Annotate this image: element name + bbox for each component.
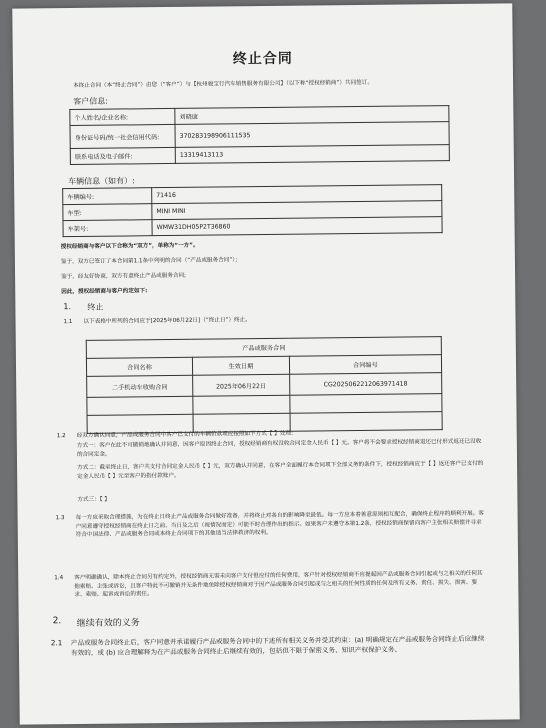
document-title: 终止合同 xyxy=(232,50,293,68)
intro-text: 本终止合同（本“终止合同”）由您（“客户”）与【杭州骏宝行汽车销售服务有限公司】（以下称“授权经销商”）共同签订。 xyxy=(73,79,373,90)
section-2-number: 2. xyxy=(52,616,62,627)
contract-header-number: 合同编号 xyxy=(289,355,441,375)
section-1-title: 终止 xyxy=(87,302,104,312)
clause-1-2-way-3: 方式三：【 】 xyxy=(77,496,110,503)
clause-1-2-way-2: 方式二：截至终止日，客户共支付合同定金人民币【 】元，双方确认并同意，在客户全面履行本合同项下全部义务的条件下，授权经销商应于【 】返还客户已支付的定金人民币【 】元至客户的指付款账户。 xyxy=(77,460,484,480)
clause-1-3-text: 每一方应采取合理措施，为在终止日终止产品或服务合同做好准备，并将终止对各自的影响降至最低。每一方应本着善意原则相互配合，确保终止程序的顺利开展。客户同意遵守授权经销商在终止日之前、当日及之后（视情况而定）可能不时合理作出的指示。如果客户未遵守本第1.2条，授权经销商保留向客户主张相关赔偿并寻求符合中国法律、产品或服务合同或本终止合同项下的其他适当法律救济的权利。 xyxy=(75,510,484,539)
vehicle-vin-value: WMW31DH05P2T36860 xyxy=(152,217,442,236)
vehicle-info-table xyxy=(62,184,442,237)
section-1-number: 1. xyxy=(63,302,72,312)
whereas-2: 鉴于，经友好协商，双方有意终止产品或服务合同; xyxy=(61,272,187,281)
clause-1-1-text: 以下表格中所列的合同应于[2025年06月22日]（“终止日”）终止。 xyxy=(83,317,251,325)
document-page xyxy=(12,3,519,724)
contract-cell-date: 2025年06月22日 xyxy=(193,374,290,396)
vehicle-number-value: 71416 xyxy=(152,185,442,204)
clause-2-1-number: 2.1 xyxy=(50,638,63,648)
contract-cell-number: CG20250622120639714​18 xyxy=(289,373,441,396)
vehicle-section-header: 车辆信息（如有）: xyxy=(68,176,135,187)
contract-cell-name: 二手机动车收购合同 xyxy=(87,375,193,397)
customer-phone-label: 联系电话及电子邮件: xyxy=(70,147,175,164)
customer-id-label: 身份证号码/统一社会信用代码: xyxy=(70,124,175,148)
clause-1-2-way-1: 方式一：客户在此不可撤销地确认并同意，因客户原因终止合同，授权经销商有权没收合同定金人民币【 】元。客户将不会要求授权经销商退还已付形式返还已没收的合同定金。 xyxy=(76,438,482,458)
therefore-line: 因此，授权经销商与客户约定如下: xyxy=(61,288,148,296)
customer-id-value: 370283198906111535 xyxy=(175,122,449,148)
clause-1-1-number: 1.1 xyxy=(63,319,73,326)
section-2-title: 继续有效的义务 xyxy=(76,618,140,629)
contract-table-caption: 产品或服务合同 xyxy=(86,337,441,359)
whereas-1: 鉴于，双方已签订了本合同第1.1条中列明的合同（“产品或服务合同”）； xyxy=(60,257,241,266)
contract-table xyxy=(86,336,443,434)
clause-1-4-text: 客户明确确认，除本终止合同另有约定外，授权经销商无需未向客户支付但应付的任何费用，客户针对授权经销商不应提起因产品或服务合同引起或与之相关的任何其他索赔、主张或诉讼，且客户特此不可撤销并无条件地免除授权经销商对于因产品或服务合同引起或与之相关的任何性质的任何及所有义务、责任、损失、损害、要求、索赔、起诉或诉讼的责任。 xyxy=(74,570,483,599)
clause-1-3-number: 1.3 xyxy=(55,515,65,522)
clause-2-1-text: 产品或服务合同终止后，客户同意并承诺履行产品或服务合同中的下述所有相关义务并受其约束：(a) 明确规定在产品或服务合同终止后应继续有效的，或 (b) 应合理解释为在产品或服务合同终止后继续有效的，包括但不限于保密义务、知识产权保护义务、 xyxy=(70,634,485,658)
vehicle-number-label: 车辆编号: xyxy=(63,188,152,205)
contract-header-name: 合同名称 xyxy=(86,357,192,376)
table-row xyxy=(63,217,442,237)
table-row xyxy=(70,145,449,165)
contract-header-date: 生效日期 xyxy=(192,356,289,375)
vehicle-model-label: 车型: xyxy=(63,204,152,221)
vehicle-vin-label: 车架号: xyxy=(63,220,152,237)
clause-1-2-number: 1.2 xyxy=(56,433,66,440)
vehicle-model-value: MINI MINI xyxy=(152,201,442,220)
customer-name-value: 刘晓康 xyxy=(175,106,449,125)
clause-1-4-number: 1.4 xyxy=(54,575,64,582)
customer-info-table xyxy=(69,105,450,165)
parties-line: 授权经销商与客户以下合称为“双方”，单称为“一方”。 xyxy=(60,242,199,251)
customer-phone-value: 13319413113 xyxy=(175,145,449,164)
clause-1-2-text: 经双方确认同意，产品或服务合同中客户已支付的车辆价款项应按照如下方式【 】处理: xyxy=(76,430,293,439)
customer-section-header: 客户信息: xyxy=(73,96,108,107)
customer-name-label: 个人姓名/企业名称: xyxy=(70,108,175,125)
